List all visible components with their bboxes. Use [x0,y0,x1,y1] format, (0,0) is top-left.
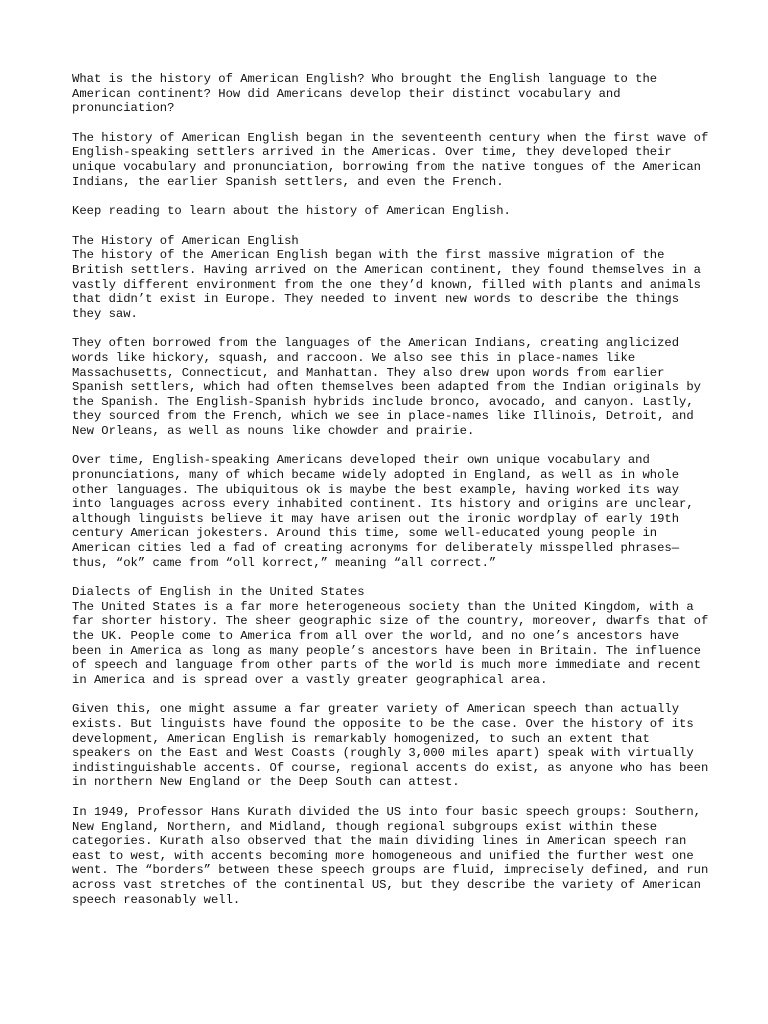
history-section [72,234,712,322]
history-paragraph-1: The history of the American English began with the first massive migration of the British settlers. Having arrived on the American continent, they found themselves in a vastly different environment from the one they’d known, filled with plants and animals that didn’t exist in Europe. They needed to invent new words to describe the things they saw. [72,248,701,321]
history-paragraph-2: They often borrowed from the languages of the American Indians, creating anglicized words like hickory, squash, and raccoon. We also see this in place-names like Massachusetts, Connecticut, and Manhattan. They also drew upon words from earlier Spanish settlers, which had often themselves been adapted from the Indian originals by the Spanish. The English-Spanish hybrids include bronco, avocado, and canyon. Lastly, they sourced from the French, which we see in place-names like Illinois, Detroit, and New Orleans, as well as nouns like chowder and prairie. [72,336,701,438]
section-heading-history: The History of American English [72,233,299,248]
intro-questions: What is the history of American English? Who brought the English language to the American continent? How did Americans develop their distinct vocabulary and pronunciation? [72,72,658,116]
dialects-paragraph-1: The United States is a far more heterogeneous society than the United Kingdom, with a far shorter history. The sheer geographic size of the country, moreover, dwarfs that of the UK. People come to America from all over the world, and no one’s ancestors have been in America as long as many people’s ancestors have been in Britain. The influence of speech and language from other parts of the world is much more immediate and recent in America and is spread over a vastly greater geographical area. [72,599,709,687]
keep-reading-line: Keep reading to learn about the history of American English. [72,204,511,219]
intro-paragraph: The history of American English began in the seventeenth century when the first wave of English-speaking settlers arrived in the Americas. Over time, they developed their unique vocabulary and pronunciation, borrowing from the native tongues of the American Indians, the earlier Spanish settlers, and even the French. [72,130,709,189]
dialects-section [72,585,712,687]
dialects-paragraph-2: Given this, one might assume a far greater variety of American speech than actually exists. But linguists have found the opposite to be the case. Over the history of its development, American English is remarkably homogenized, to such an extent that speakers on the East and West Coasts (roughly 3,000 miles apart) speak with virtually indistinguishable accents. Of course, regional accents do exist, as anyone who has been in northern New England or the Deep South can attest. [72,702,709,790]
history-paragraph-3: Over time, English-speaking Americans developed their own unique vocabulary and pronunciations, many of which became widely adopted in England, as well as in whole other languages. The ubiquitous ok is maybe the best example, having worked its way into languages across every inhabited continent. Its history and origins are unclear, although linguists believe it may have arisen out the ironic wordplay of early 19th century American jokesters. Around this time, some well-educated young people in American cities led a fad of creating acronyms for deliberately misspelled phrases—thus, “ok” came from “oll korrect,” meaning “all correct.” [72,453,694,570]
section-heading-dialects: Dialects of English in the United States [72,585,365,600]
document-page [72,72,712,922]
dialects-paragraph-3: In 1949, Professor Hans Kurath divided the US into four basic speech groups: Southern, New England, Northern, and Midland, though regional subgroups exist within these categories. Kurath also observed that the main dividing lines in American speech ran east to west, with accents becoming more homogeneous and unified the further west one went. The “borders” between these speech groups are fluid, imprecisely defined, and run across vast stretches of the continental US, but they describe the variety of American speech reasonably well. [72,804,709,907]
